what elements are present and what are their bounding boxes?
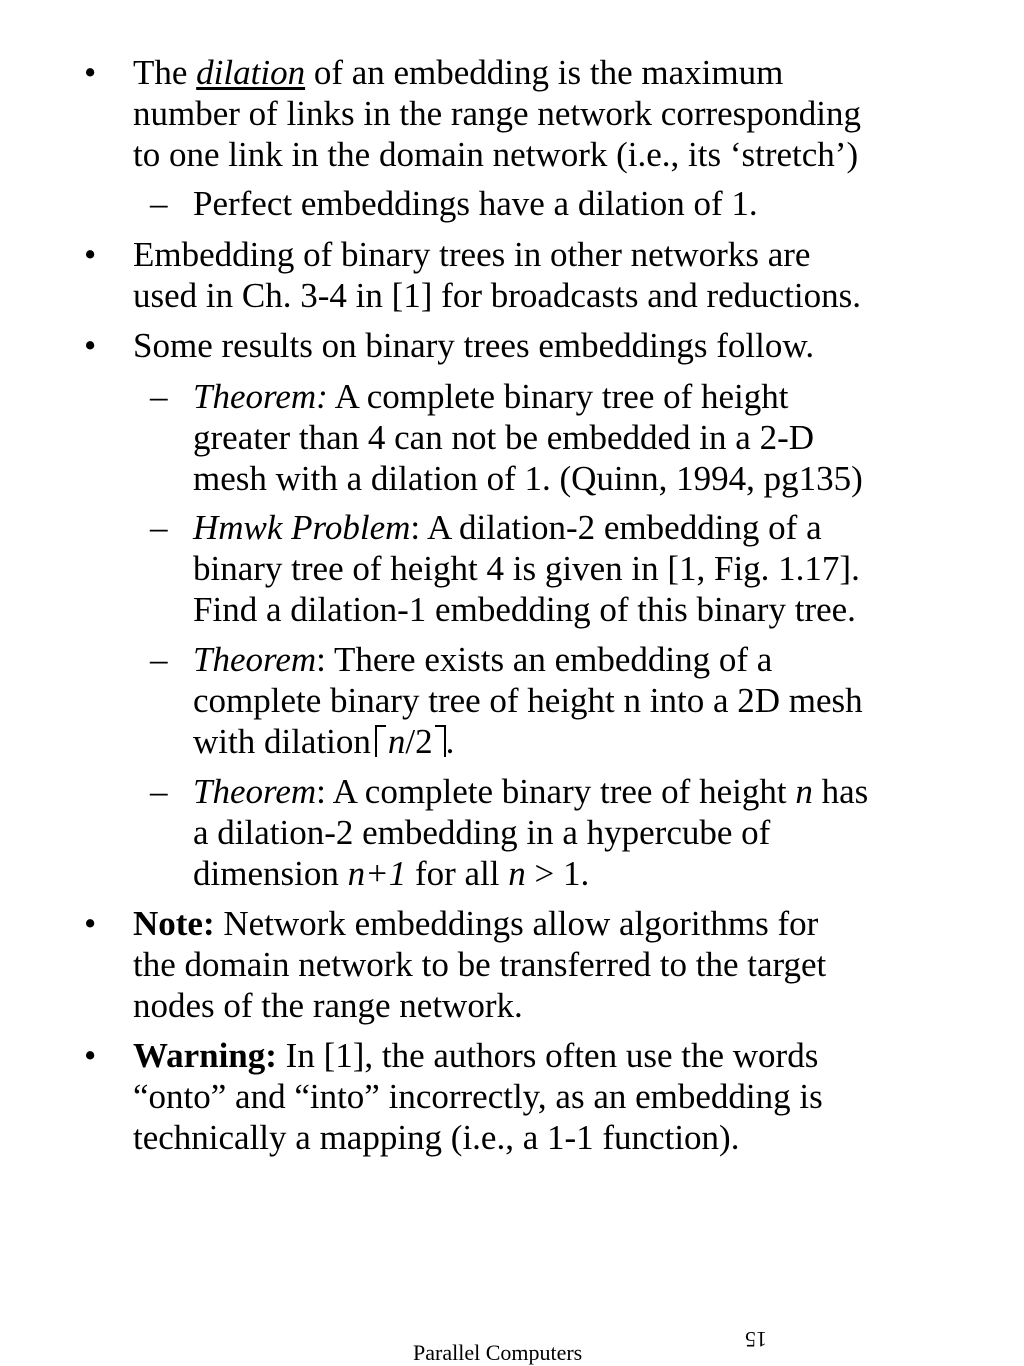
- theorem-label: Theorem:: [193, 377, 328, 416]
- text-line: number of links in the range network corresponding: [133, 94, 862, 133]
- bullet-marker: •: [84, 1036, 97, 1075]
- bullet-results-intro: [133, 325, 814, 366]
- text-line: Embedding of binary trees in other networks are: [133, 235, 811, 274]
- text-line: used in Ch. 3-4 in [1] for broadcasts and reductions.: [133, 276, 862, 315]
- page-number: 15: [745, 1327, 767, 1352]
- text-line: The dilation of an embedding is the maximum: [133, 53, 784, 92]
- ceiling-right-bracket: [435, 725, 446, 757]
- text-line: mesh with a dilation of 1. (Quinn, 1994, pg135): [193, 459, 863, 498]
- footer-title: Parallel Computers: [413, 1340, 583, 1365]
- text-line: Theorem: There exists an embedding of a: [193, 640, 773, 679]
- math-variable: n+1: [347, 854, 407, 893]
- note-label: Note:: [133, 904, 215, 943]
- homework-label: Hmwk Problem: [193, 508, 411, 547]
- dash-marker: –: [150, 640, 168, 679]
- text-line: Note: Network embeddings allow algorithms for: [133, 904, 819, 943]
- dash-marker: –: [150, 184, 168, 223]
- text-line: binary tree of height 4 is given in [1, Fig. 1.17].: [193, 549, 860, 588]
- subbullet-theorem-2d-mesh: [193, 639, 863, 762]
- warning-label: Warning:: [133, 1036, 277, 1075]
- subbullet-perfect-embeddings: [193, 183, 758, 224]
- subbullet-theorem-hypercube: [193, 771, 868, 894]
- text-line: Some results on binary trees embeddings follow.: [133, 326, 815, 365]
- math-variable: n: [795, 772, 813, 811]
- theorem-label: Theorem: [193, 772, 317, 811]
- text-line: greater than 4 can not be embedded in a 2-D: [193, 418, 814, 457]
- bullet-binary-tree-embedding-usage: [133, 234, 861, 316]
- bullet-marker: •: [84, 235, 97, 274]
- dash-marker: –: [150, 772, 168, 811]
- text-line: nodes of the range network.: [133, 986, 523, 1025]
- text-line: Theorem: A complete binary tree of height: [193, 377, 789, 416]
- bullet-marker: •: [84, 53, 97, 92]
- text-line: to one link in the domain network (i.e., its ‘stretch’): [133, 135, 859, 174]
- ceiling-left-bracket: [375, 725, 386, 757]
- subbullet-homework-problem: [193, 507, 860, 630]
- dash-marker: –: [150, 508, 168, 547]
- text-line: Theorem: A complete binary tree of height n has: [193, 772, 869, 811]
- math-variable: n: [508, 854, 526, 893]
- text-line: “onto” and “into” incorrectly, as an embedding is: [133, 1077, 823, 1116]
- term-dilation: dilation: [196, 53, 306, 92]
- text-line: Hmwk Problem: A dilation-2 embedding of a: [193, 508, 822, 547]
- bullet-warning: [133, 1035, 823, 1158]
- text-line: technically a mapping (i.e., a 1-1 function).: [133, 1118, 740, 1157]
- bullet-marker: •: [84, 326, 97, 365]
- text-line: Perfect embeddings have a dilation of 1.: [193, 184, 758, 223]
- dash-marker: –: [150, 377, 168, 416]
- subbullet-theorem-mesh-dilation-1: [193, 376, 863, 499]
- math-variable: n: [387, 722, 406, 761]
- text-line: with dilation n/2 .: [193, 722, 455, 761]
- bullet-marker: •: [84, 904, 97, 943]
- theorem-label: Theorem: [193, 640, 317, 679]
- bullet-note: [133, 903, 826, 1026]
- text-line: the domain network to be transferred to the target: [133, 945, 827, 984]
- text-line: complete binary tree of height n into a 2D mesh: [193, 681, 863, 720]
- text-line: a dilation-2 embedding in a hypercube of: [193, 813, 771, 852]
- text-line: Warning: In [1], the authors often use the words: [133, 1036, 819, 1075]
- bullet-dilation-definition: [133, 52, 861, 175]
- text-line: dimension n+1 for all n > 1.: [193, 854, 590, 893]
- text-line: Find a dilation-1 embedding of this binary tree.: [193, 590, 856, 629]
